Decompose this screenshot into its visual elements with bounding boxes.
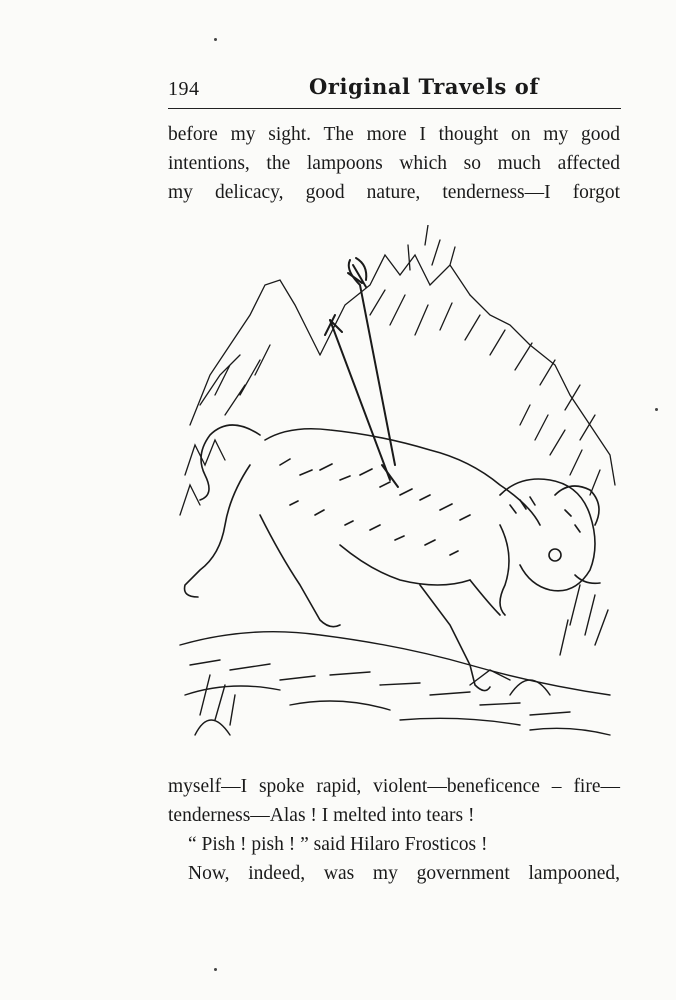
page-number: 194 <box>168 78 200 100</box>
paper-speck <box>214 38 217 41</box>
page-header <box>168 72 620 106</box>
paper-speck <box>214 968 217 971</box>
bison <box>185 425 600 691</box>
engraving-wounded-bison <box>170 225 620 755</box>
body-text-top <box>168 120 620 207</box>
text-line: intentions, the lampoons which so much affected <box>168 153 620 174</box>
text-line: “ Pish ! pish ! ” said Hilaro Frosticos ! <box>188 834 488 855</box>
paper-speck <box>655 408 658 411</box>
ground <box>180 585 610 735</box>
running-title: Original Travels of <box>308 74 540 99</box>
spears <box>325 258 398 487</box>
text-line: Now, indeed, was my government lampooned, <box>188 863 620 884</box>
text-line: before my sight. The more I thought on my good <box>168 124 620 145</box>
text-line: my delicacy, good nature, tenderness—I forgot <box>168 182 620 203</box>
text-line: tenderness—Alas ! I melted into tears ! <box>168 805 475 826</box>
body-text-bottom <box>168 772 620 888</box>
header-rule <box>168 108 621 109</box>
text-line: myself—I spoke rapid, violent—beneficence – fire— <box>168 776 620 797</box>
